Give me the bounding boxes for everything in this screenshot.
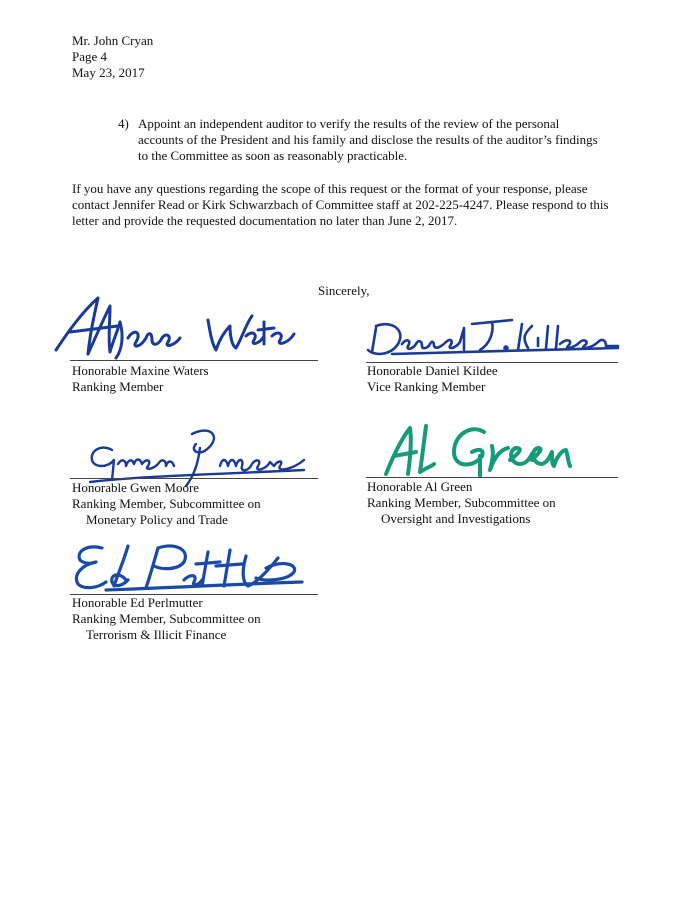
- signatory-name: Honorable Ed Perlmutter: [72, 595, 203, 610]
- subcommittee-name: Oversight and Investigations: [381, 511, 531, 526]
- contact-paragraph: If you have any questions regarding the scope of this request or the format of your response, please contact Jennifer Read or Kirk Schwarzbach of Committee staff at 202-225-4247. Please respond to this letter and provide the requested documentation no later than June 2, 2017.: [72, 181, 609, 228]
- closing-salutation: Sincerely,: [318, 283, 370, 298]
- signatory-green: [367, 479, 556, 527]
- signatory-title: Ranking Member, Subcommittee on: [72, 611, 261, 626]
- item-text: Appoint an independent auditor to verify the results of the review of the personal accounts of the President and his family and disclose the results of the auditor’s findings to the Committee as soon as reasonably practicable.: [138, 116, 598, 163]
- signatory-name: Honorable Maxine Waters: [72, 363, 209, 378]
- daniel-kildee-signature: [362, 316, 622, 364]
- letter-date: May 23, 2017: [72, 65, 145, 80]
- signatory-title: Ranking Member, Subcommittee on: [72, 496, 261, 511]
- subcommittee-name: Monetary Policy and Trade: [86, 512, 228, 527]
- ed-perlmutter-signature: [66, 538, 306, 596]
- signatory-title: Vice Ranking Member: [367, 379, 486, 394]
- al-green-signature: [380, 420, 580, 482]
- signatory-kildee: [367, 363, 498, 395]
- page-number: Page 4: [72, 49, 108, 64]
- letter-header: [72, 33, 153, 81]
- signatory-moore: [72, 480, 261, 528]
- signature-line-waters: [70, 360, 318, 361]
- signature-line-moore: [70, 478, 318, 479]
- signature-line-green: [366, 477, 618, 478]
- signatory-waters: [72, 363, 209, 395]
- subcommittee-name: Terrorism & Illicit Finance: [86, 627, 227, 642]
- signatory-name: Honorable Daniel Kildee: [367, 363, 498, 378]
- signatory-perlmutter: [72, 595, 261, 643]
- recipient-name: Mr. John Cryan: [72, 33, 154, 48]
- maxine-waters-signature: [48, 292, 298, 362]
- item-number: 4): [118, 116, 129, 131]
- request-item-4: [118, 116, 608, 164]
- signatory-title: Ranking Member: [72, 379, 164, 394]
- signatory-name: Honorable Gwen Moore: [72, 480, 200, 495]
- signatory-name: Honorable Al Green: [367, 479, 473, 494]
- signatory-title: Ranking Member, Subcommittee on: [367, 495, 556, 510]
